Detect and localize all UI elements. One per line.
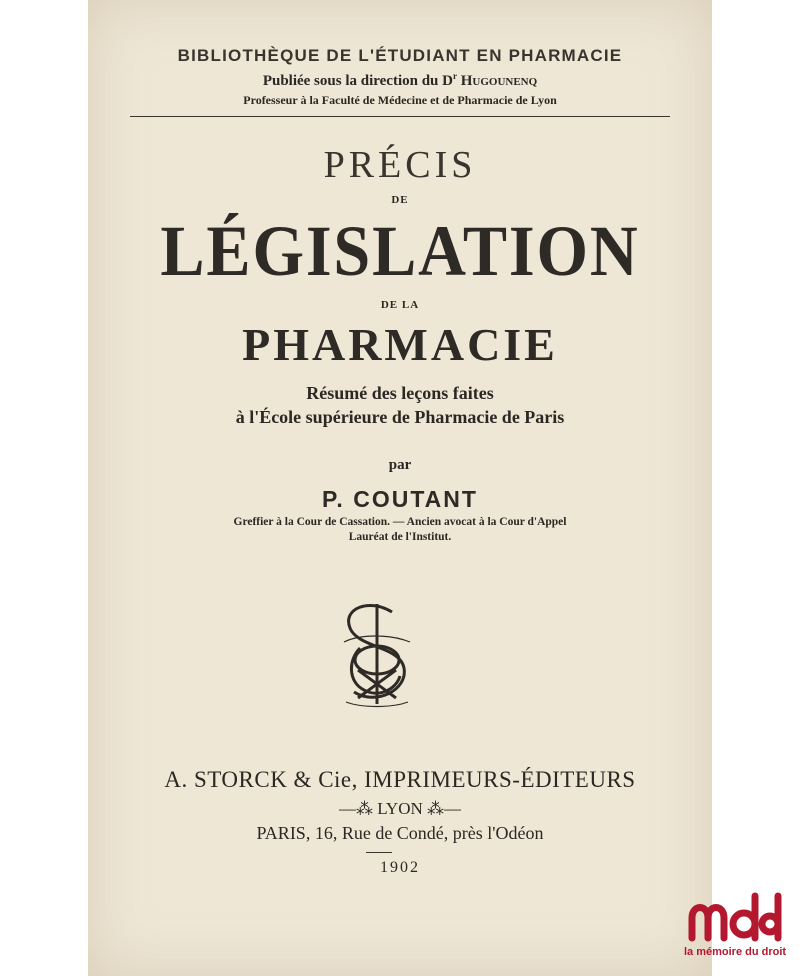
publisher-name: A. STORCK & Cie, IMPRIMEURS-ÉDITEURS	[164, 767, 636, 792]
mdd-logo-icon	[686, 892, 782, 942]
title-main: LÉGISLATION	[160, 211, 640, 291]
title-subject: PHARMACIE	[242, 319, 558, 370]
title-precis: PRÉCIS	[323, 144, 477, 186]
publisher-monogram-icon	[330, 598, 424, 710]
direction-sup: r	[452, 71, 457, 81]
header-rule	[130, 116, 670, 117]
author-credentials-2: Lauréat de l'Institut.	[348, 531, 452, 543]
series-title: BIBLIOTHÈQUE DE L'ÉTUDIANT EN PHARMACIE	[177, 46, 623, 65]
title-page	[88, 0, 787, 976]
mdd-logo	[684, 892, 787, 962]
by-label: par	[388, 457, 412, 473]
logo-tagline: la mémoire du droit	[684, 946, 787, 958]
year-rule	[366, 852, 392, 853]
director-name: Hugounenq	[456, 73, 538, 89]
title-de-la: DE LA	[380, 299, 420, 311]
author-name: P. COUTANT	[322, 486, 478, 512]
subtitle-line2: à l'École supérieure de Pharmacie de Paris	[235, 407, 565, 427]
author-credentials-1: Greffier à la Cour de Cassation. — Ancien avocat à la Cour d'Appel	[233, 516, 567, 528]
publication-year: 1902	[380, 859, 420, 876]
professor-line: Professeur à la Faculté de Médecine et de Pharmacie de Lyon	[243, 93, 557, 107]
publisher-address: PARIS, 16, Rue de Condé, près l'Odéon	[256, 823, 544, 843]
subtitle-line1: Résumé des leçons faites	[306, 383, 494, 403]
title-de: DE	[391, 194, 409, 206]
publisher-city: —⁂ LYON ⁂—	[338, 799, 461, 818]
direction-line	[88, 71, 712, 90]
direction-prefix: Publiée sous la direction du D	[262, 73, 453, 89]
